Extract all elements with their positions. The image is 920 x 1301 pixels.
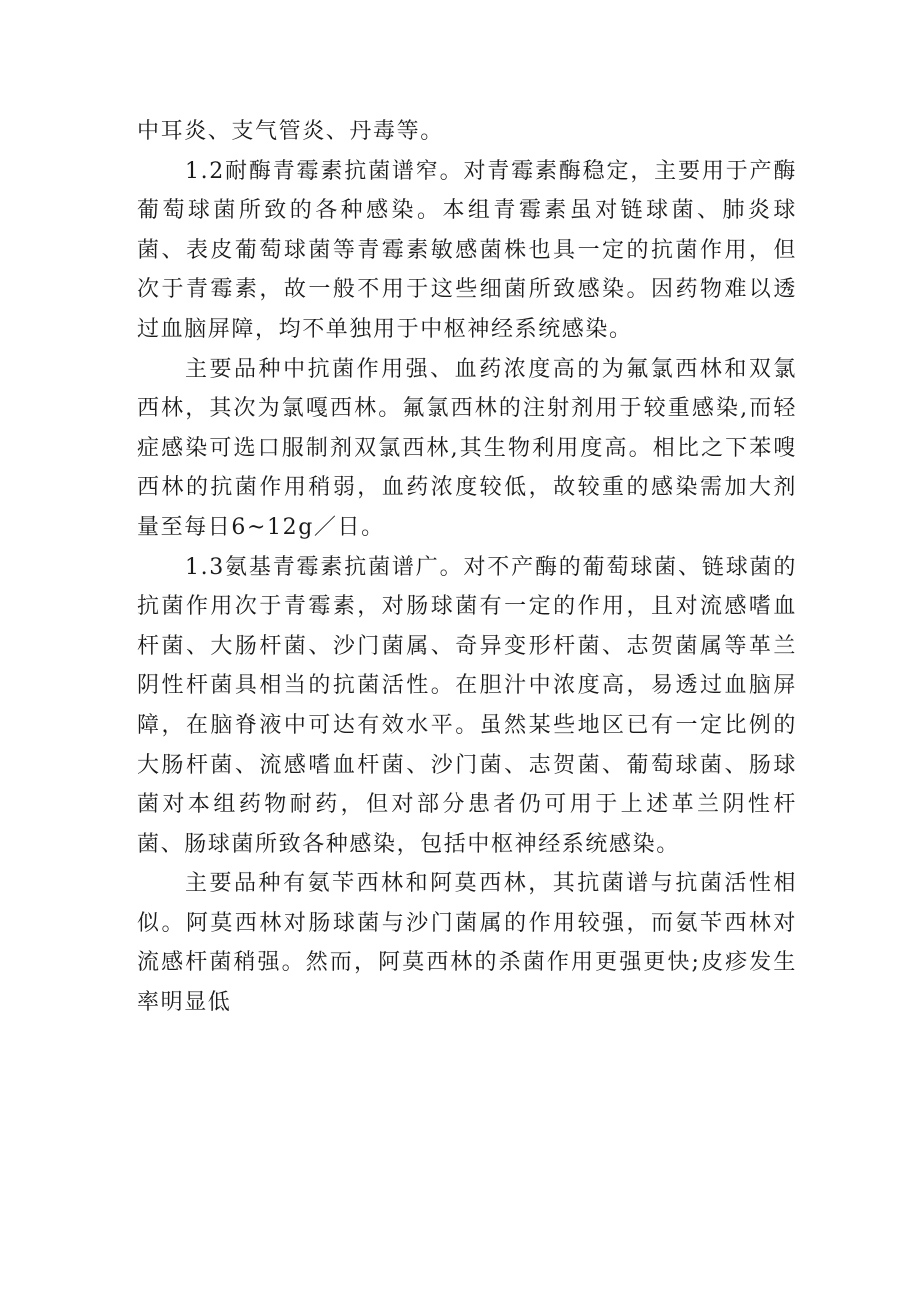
- paragraph-main-varieties-2: 主要品种有氨苄西林和阿莫西林，其抗菌谱与抗菌活性相似。阿莫西林对肠球菌与沙门菌属的作用较强，而氨苄西林对流感杆菌稍强。然而，阿莫西林的杀菌作用更强更快;皮疹发生率明显低: [137, 871, 797, 1016]
- paragraph-section-1-3: 1.3氨基青霉素抗菌谱广。对不产酶的葡萄球菌、链球菌的抗菌作用次于青霉素，对肠球菌有一定的作用，且对流感嗜血杆菌、大肠杆菌、沙门菌属、奇异变形杆菌、志贺菌属等革兰阴性杆菌具相当的抗菌活性。在胆汁中浓度高，易透过血脑屏障，在脑脊液中可达有效水平。虽然某些地区已有一定比例的大肠杆菌、流感嗜血杆菌、沙门菌、志贺菌、葡萄球菌、肠球菌对本组药物耐药，但对部分患者仍可用于上述革兰阴性杆菌、肠球菌所致各种感染，包括中枢神经系统感染。: [137, 554, 797, 857]
- paragraph-continuation: 中耳炎、支气管炎、丹毒等。: [137, 119, 444, 144]
- paragraph-main-varieties-1: 主要品种中抗菌作用强、血药浓度高的为氟氯西林和双氯西林，其次为氯嘎西林。氟氯西林的注射剂用于较重感染,而轻症感染可选口服制剂双氯西林,其生物利用度高。相比之下苯嗖西林的抗菌作用稍弱，血药浓度较低，故较重的感染需加大剂量至每日6~12g／日。: [137, 356, 797, 540]
- paragraph-section-1-2: 1.2耐酶青霉素抗菌谱窄。对青霉素酶稳定，主要用于产酶葡萄球菌所致的各种感染。本组青霉素虽对链球菌、肺炎球菌、表皮葡萄球菌等青霉素敏感菌株也具一定的抗菌作用，但次于青霉素，故一般不用于这些细菌所致感染。因药物难以透过血脑屏障，均不单独用于中枢神经系统感染。: [137, 158, 797, 342]
- document-body: [137, 112, 797, 1023]
